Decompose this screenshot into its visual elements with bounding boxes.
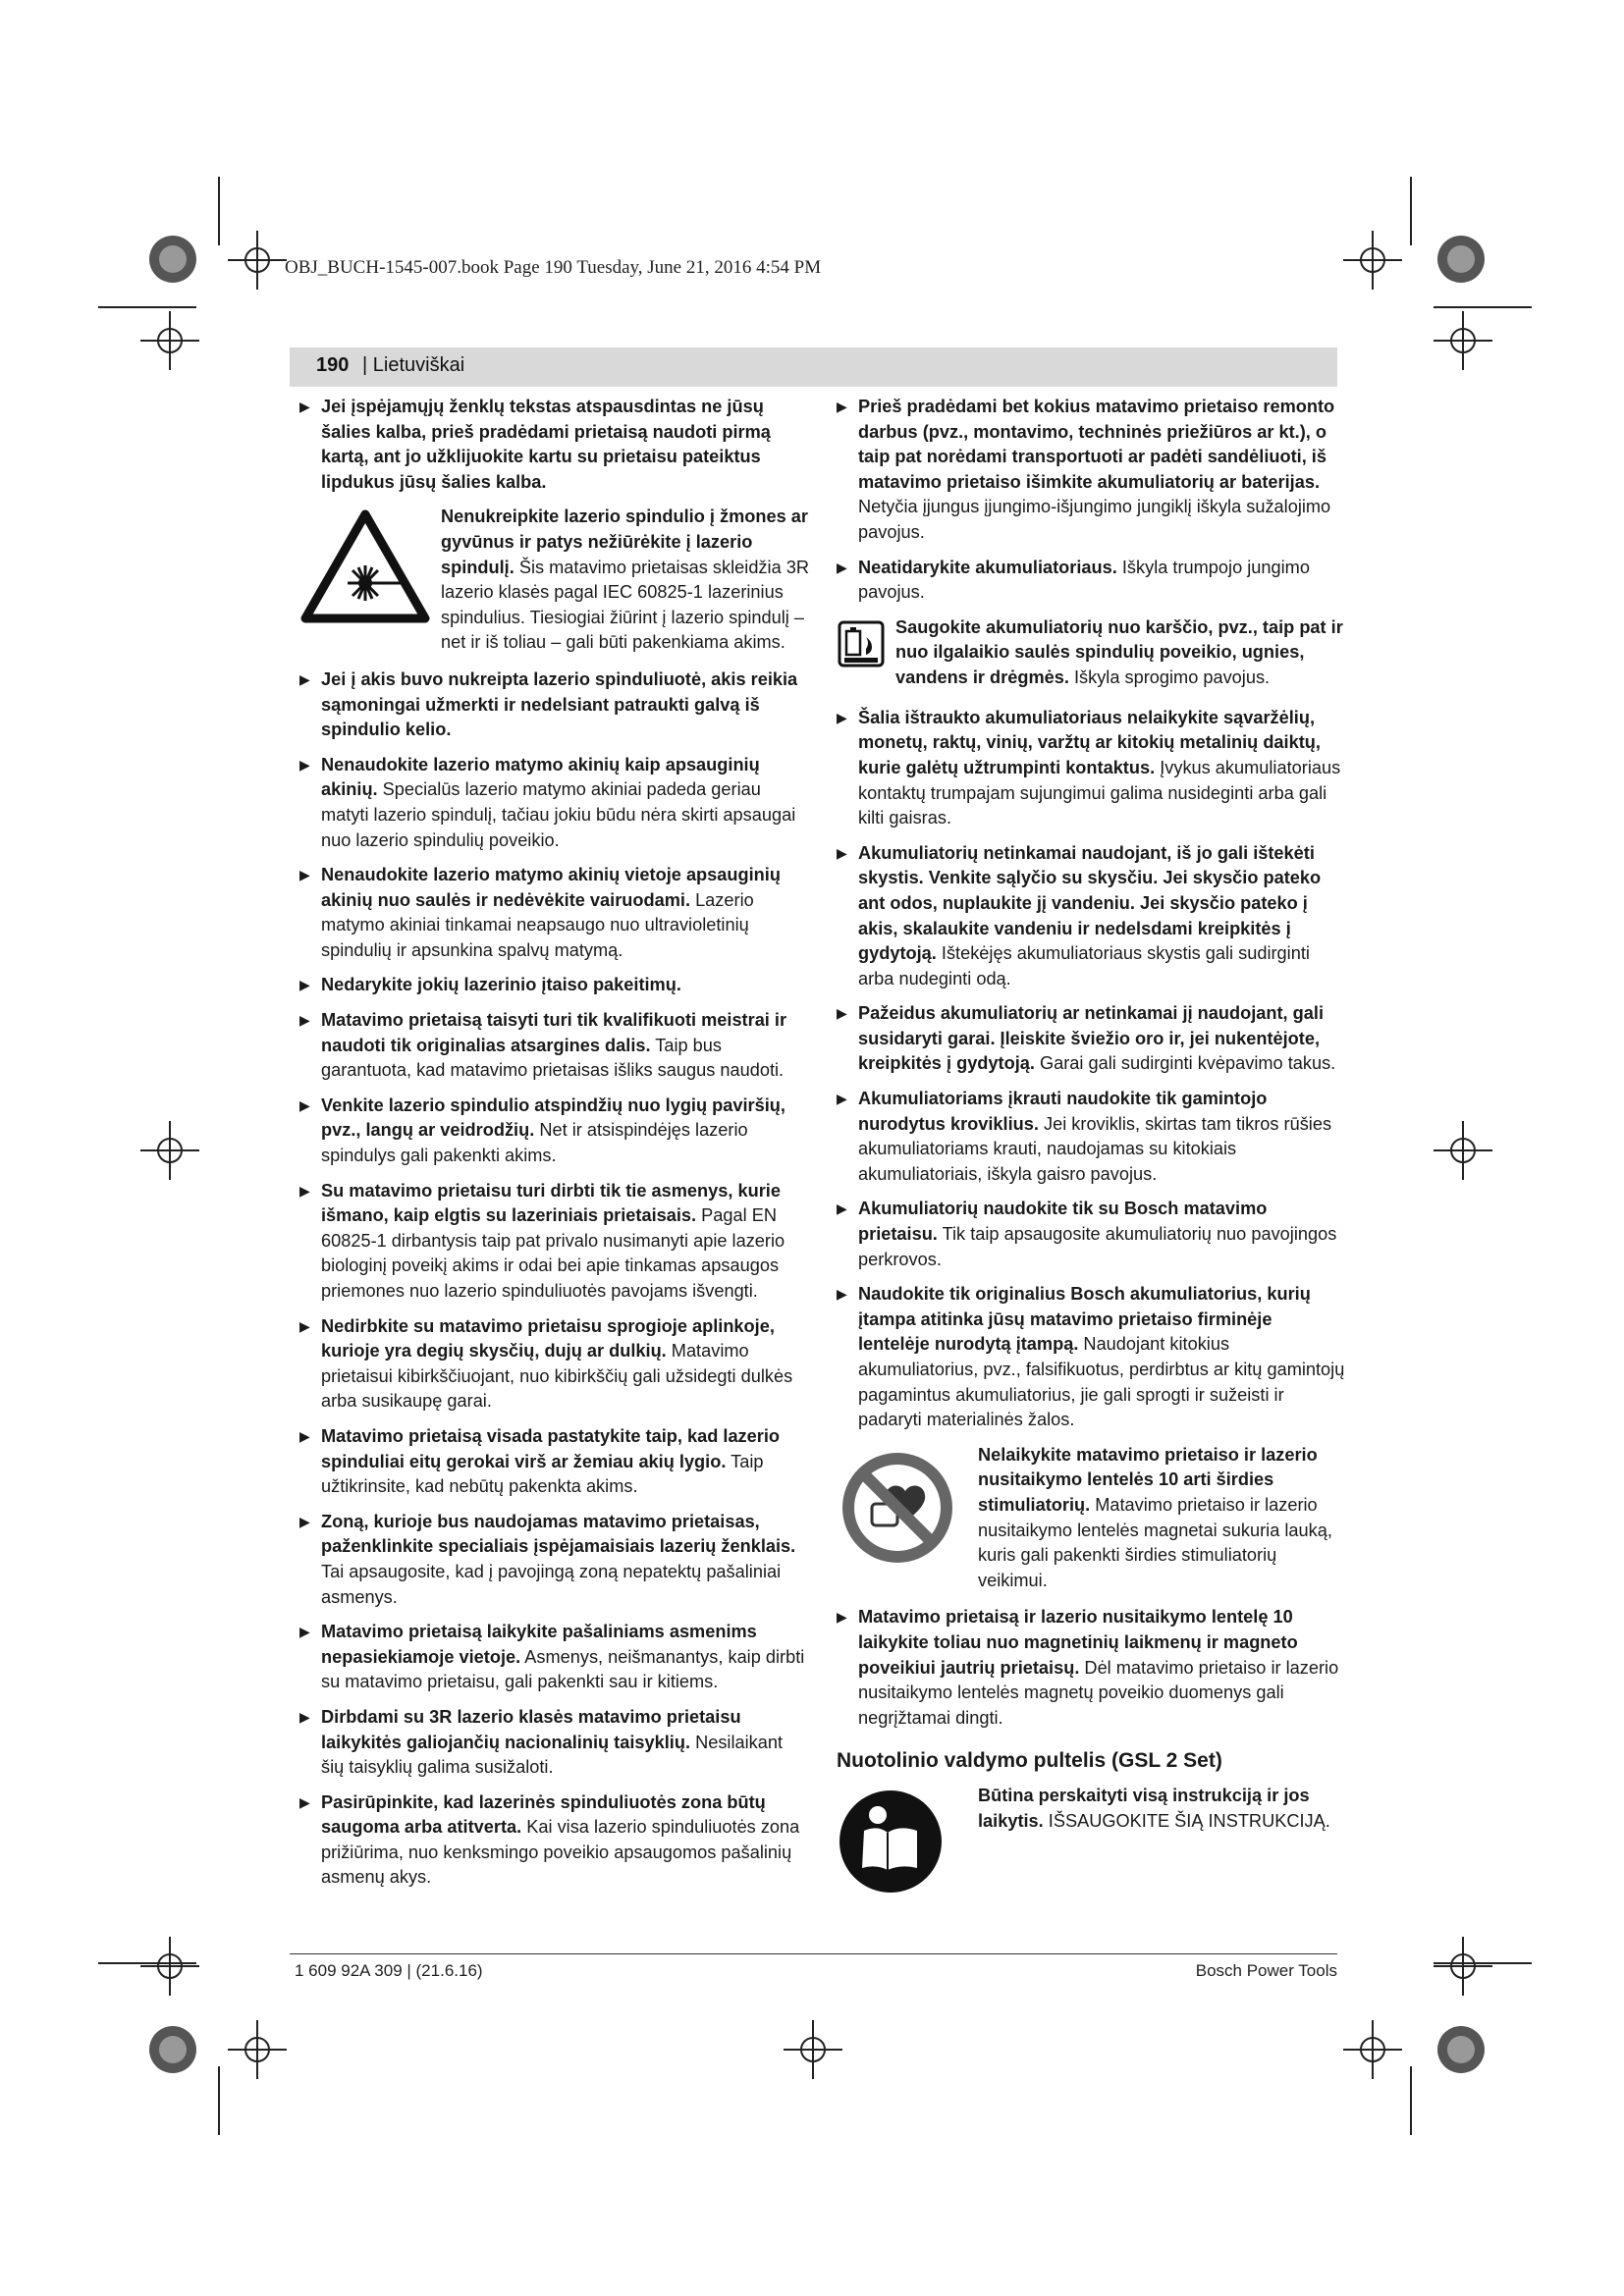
read-manual-icon	[837, 1788, 945, 1896]
list-item: ▶ Pažeidus akumuliatorių ar netinkamai jį naudojant, gali susidaryti garai. Įleiskite šviežio oro ir, jei nukentėjote, kreipkitės į gydytoją. Garai gali sudirginti kvėpavimo takus.	[837, 1003, 1336, 1074]
list-item: ▶ Prieš pradėdami bet kokius matavimo prietaiso remonto darbus (pvz., montavimo, techninės priežiūros ar kt.), o taip pat norėdami transportuoti ar padėti sandėliuoti, iš matavimo prietaiso išimkite akumuliatorių ar baterijas. Netyčia įjungus įjungimo-išjungimo jungiklį iškyla sužalojimo pavojus.	[837, 397, 1335, 542]
laser-warning-triangle-icon	[299, 508, 431, 626]
footer-divider	[290, 1953, 1337, 1954]
pacemaker-warning-block: Nelaikykite matavimo prietaiso ir lazerio nusitaikymo lentelės 10 arti širdies stimuliatorių. Matavimo prietaiso ir lazerio nusitaikymo lentelės magnetai sukuria lauką, kuris gali pakenkti širdies stimuliatorių veikimui.	[837, 1443, 1347, 1594]
list-item: ▶ Su matavimo prietaisu turi dirbti tik tie asmenys, kurie išmano, kaip elgtis su lazeriniais prietaisais. Pagal EN 60825-1 dirbantysis taip pat privalo nusimanyti apie lazerio biologinį poveikį akims ir odai bei apie tinkamas apsaugos priemones nuo lazerio spinduliuotės pavojams išvengti.	[299, 1180, 785, 1301]
left-column	[299, 395, 810, 1900]
list-item: ▶ Zoną, kurioje bus naudojamas matavimo prietaisas, paženklinkite specialiais įspėjamaisiais lazerių ženklais. Tai apsaugosite, kad į pavojingą zoną nepatektų pašaliniai asmenys.	[299, 1511, 796, 1607]
list-item: ▶ Nenaudokite lazerio matymo akinių vietoje apsauginių akinių nuo saulės ir nedėvėkite vairuodami. Lazerio matymo akiniai tinkamai neapsaugo nuo ultravioletinių spindulių ir apsunkina spalvų matymą.	[299, 865, 781, 960]
footer-brand: Bosch Power Tools	[1195, 1961, 1337, 1980]
right-column	[837, 395, 1347, 1943]
slug-line: OBJ_BUCH-1545-007.book Page 190 Tuesday, June 21, 2016 4:54 PM	[285, 257, 822, 278]
list-item: ▶ Matavimo prietaisą visada pastatykite taip, kad lazerio spinduliai eitų gerokai virš ar žemiau akių lygio. Taip užtikrinsite, kad nebūtų pakenkta akims.	[299, 1425, 781, 1497]
list-item: ▶ Naudokite tik originalius Bosch akumuliatorius, kurių įtampa atitinka jūsų matavimo prietaiso firminėje lentelėje nurodytą įtampą. Naudojant kitokius akumuliatorius, pvz., falsifikuotus, perdirbtus ar kitų gamintojų pagamintus akumuliatorius, jie gali sprogti ir sužeisti ir padaryti materialinės žalos.	[837, 1284, 1345, 1430]
list-item: ▶ Šalia ištraukto akumuliatoriaus nelaikykite sąvaržėlių, monetų, raktų, vinių, varžtų ar kitokių metalinių daiktų, kurie galėtų užtrumpinti kontaktus. Įvykus akumuliatoriaus kontaktų trumpajam sujungimui galima nusideginti arba gali kilti gaisras.	[837, 707, 1341, 828]
list-item: ▶ Dirbdami su 3R lazerio klasės matavimo prietaisu laikykitės galiojančių nacionalinių taisyklių. Nesilaikant šių taisyklių galima susižaloti.	[299, 1706, 784, 1778]
laser-warning-block: Nenukreipkite lazerio spindulio į žmones ar gyvūnus ir patys nežiūrėkite į lazerio spindulį. Šis matavimo prietaisas skleidžia 3R lazerio klasės pagal IEC 60825-1 lazerinius spindulius. Tiesiogiai žiūrint į lazerio spindulį – net ir iš toliau – gali būti pakenkiama akims.	[299, 505, 810, 656]
list-item: ▶ Nenaudokite lazerio matymo akinių kaip apsauginių akinių. Specialūs lazerio matymo akiniai padeda geriau matyti lazerio spindulį, tačiau jokiu būdu nėra skirti apsaugai nuo lazerio spindulių poveikio.	[299, 754, 796, 850]
page-number: 190	[316, 354, 350, 376]
list-item: ▶ Jei į akis buvo nukreipta lazerio spinduliuotė, akis reikia sąmoningai užmerkti ir nedelsiant patraukti galvą iš spindulio kelio.	[299, 668, 798, 740]
list-item: ▶ Nedirbkite su matavimo prietaisu sprogioje aplinkoje, kurioje yra degių skysčių, dujų ar dulkių. Matavimo prietaisui kibirkščiuojant, nuo kibirkščių gali užsidegti dulkės arba susikaupę garai.	[299, 1315, 793, 1412]
list-item: ▶ Matavimo prietaisą laikykite pašaliniams asmenims nepasiekiamoje vietoje. Asmenys, neišmanantys, kaip dirbti su matavimo prietaisu, gali pakenkti sau ir kitiems.	[299, 1622, 805, 1692]
list-item: ▶ Pasirūpinkite, kad lazerinės spinduliuotės zona būtų saugoma arba atitverta. Kai visa lazerio spinduliuotės zona prižiūrima, nuo kenksmingo poveikio apsaugomos pašalinių asmenų akys.	[299, 1791, 800, 1888]
list-item: ▶ Neatidarykite akumuliatoriaus. Iškyla trumpojo jungimo pavojus.	[837, 557, 1310, 603]
section-title: Nuotolinio valdymo pultelis (GSL 2 Set)	[837, 1749, 1222, 1773]
list-item: ▶ Matavimo prietaisą taisyti turi tik kvalifikuoti meistrai ir naudoti tik originalias atsargines dalis. Taip bus garantuota, kad matavimo prietaisas išliks saugus naudoti.	[299, 1010, 787, 1081]
header-separator: |	[362, 354, 373, 376]
list-item: ▶ Akumuliatoriams įkrauti naudokite tik gamintojo nurodytus kroviklius. Jei kroviklis, skirtas tam tikros rūšies akumuliatoriams krauti, naudojamas su kitokiais akumuliatoriais, iškyla gaisro pavojus.	[837, 1089, 1332, 1184]
list-item: ▶ Akumuliatorių netinkamai naudojant, iš jo gali ištekėti skystis. Venkite sąlyčio su skysčiu. Jei skysčio pateko ant odos, nuplaukite jį vandeniu. Jei skysčio pateko į akis, skalaukite vandeniu ir nedelsdami kreipkitės į gydytoją. Ištekėjęs akumuliatoriaus skystis gali sudirginti arba nudeginti odą.	[837, 842, 1322, 988]
list-item: ▶ Jei įspėjamųjų ženklų tekstas atspausdintas ne jūsų šalies kalba, prieš pradėdami prietaisą naudoti pirmą kartą, ant jo užklijuokite kartu su prietaisu pateiktus lipdukus jūsų šalies kalba.	[299, 397, 771, 492]
list-item: ▶ Matavimo prietaisą ir lazerio nusitaikymo lentelę 10 laikykite toliau nuo magnetinių laikmenų ir magneto poveikiui jautrių prietaisų. Dėl matavimo prietaiso ir lazerio nusitaikymo lentelės magnetų poveikio duomenys gali negrįžtamai dingti.	[837, 1607, 1339, 1728]
battery-heat-icon	[837, 619, 886, 668]
footer-doc-number: 1 609 92A 309 | (21.6.16)	[295, 1961, 483, 1980]
language-label: Lietuviškai	[372, 354, 465, 376]
list-item: ▶ Venkite lazerio spindulio atspindžių nuo lygių paviršių, pvz., langų ar veidrodžių. Net ir atsispindėjęs lazerio spindulys gali pakenkti akims.	[299, 1095, 785, 1166]
manual-warning-block: Būtina perskaityti visą instrukciją ir jos laikytis. IŠSAUGOKITE ŠIĄ INSTRUKCIJĄ.	[837, 1784, 1347, 1931]
list-item: ▶ Nedarykite jokių lazerinio įtaiso pakeitimų.	[299, 975, 681, 995]
page-language	[362, 354, 464, 377]
heat-warning-block: Saugokite akumuliatorių nuo karščio, pvz., taip pat ir nuo ilgalaikio saulės spindulių poveikio, ugnies, vandens ir drėgmės. Iškyla sprogimo pavojus.	[837, 615, 1347, 694]
no-pacemaker-icon	[837, 1447, 958, 1569]
list-item: ▶ Akumuliatorių naudokite tik su Bosch matavimo prietaisu. Tik taip apsaugosite akumuliatorių nuo pavojingos perkrovos.	[837, 1199, 1337, 1269]
